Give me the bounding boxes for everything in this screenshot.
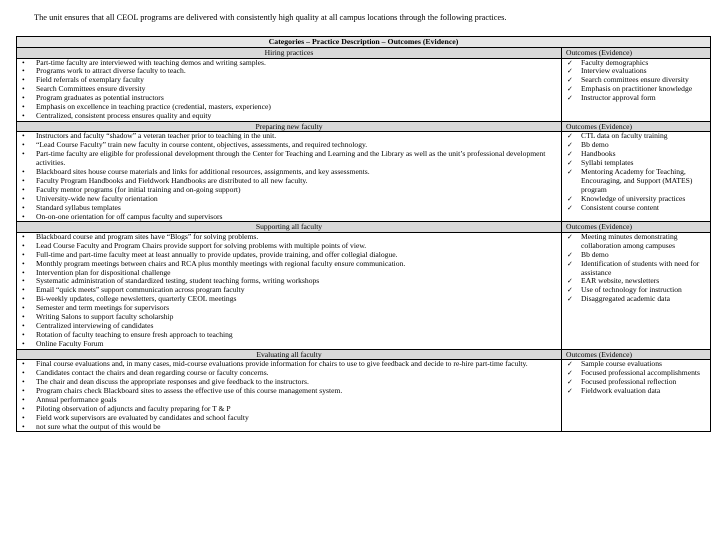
practices-table [16, 36, 711, 432]
outcome-item: ✓ Search committees ensure diversity [564, 76, 708, 85]
practice-item: • Centralized, consistent process ensures quality and equity [19, 112, 559, 121]
practice-item: • Centralized interviewing of candidates [19, 322, 559, 331]
practice-item: • Blackboard sites house course materials and links for additional resources, assignments, and key assessments. [19, 168, 559, 177]
practice-item: • Standard syllabus templates [19, 204, 559, 213]
practice-item: • Faculty Program Handbooks and Fieldwork Handbooks are distributed to all new faculty. [19, 177, 559, 186]
outcome-list [564, 132, 708, 212]
section-body-row [17, 58, 711, 121]
outcome-list [564, 233, 708, 304]
practice-item: • Program graduates as potential instructors [19, 94, 559, 103]
section-header-row [17, 121, 711, 132]
practice-item: • University-wide new faculty orientation [19, 195, 559, 204]
outcome-item: ✓ Mentoring Academy for Teaching, Encouraging, and Support (MATES) program [564, 168, 708, 195]
table-title: Categories – Practice Description – Outcomes (Evidence) [17, 37, 711, 48]
intro-statement: The unit ensures that all CEOL programs are delivered with consistently high quality at all campus locations through the following practices. [34, 13, 507, 22]
practice-item: • Candidates contact the chairs and dean regarding course or faculty concerns. [19, 369, 559, 378]
practice-item: • Semester and term meetings for supervisors [19, 304, 559, 313]
outcome-item: ✓ Disaggregated academic data [564, 295, 708, 304]
practice-item: • Lead Course Faculty and Program Chairs provide support for solving problems with multiple points of view. [19, 242, 559, 251]
outcome-item: ✓ Syllabi templates [564, 159, 708, 168]
practice-item: • Bi-weekly updates, college newsletters, quarterly CEOL meetings [19, 295, 559, 304]
practice-item: • Email “quick meets” support communication across program faculty [19, 286, 559, 295]
practice-item: • Rotation of faculty teaching to ensure fresh approach to teaching [19, 331, 559, 340]
outcomes-cell [562, 360, 711, 432]
outcome-item: ✓ Use of technology for instruction [564, 286, 708, 295]
practice-list [19, 360, 559, 431]
outcome-item: ✓ Meeting minutes demonstrating collaboration among campuses [564, 233, 708, 251]
practice-list [19, 59, 559, 121]
outcome-item: ✓ Interview evaluations [564, 67, 708, 76]
practice-list [19, 132, 559, 221]
section-body-row [17, 360, 711, 432]
outcome-item: ✓ Bb demo [564, 141, 708, 150]
outcome-item: ✓ Focused professional reflection [564, 378, 708, 387]
outcome-item: ✓ Bb demo [564, 251, 708, 260]
outcome-item: ✓ Emphasis on practitioner knowledge [564, 85, 708, 94]
section-body-row [17, 132, 711, 222]
outcome-item: ✓ Faculty demographics [564, 59, 708, 68]
practice-item: • Programs work to attract diverse faculty to teach. [19, 67, 559, 76]
practice-item: • Search Committees ensure diversity [19, 85, 559, 94]
practice-item: • Blackboard course and program sites have “Blogs” for solving problems. [19, 233, 559, 242]
practice-item: • Instructors and faculty “shadow” a veteran teacher prior to teaching in the unit. [19, 132, 559, 141]
practice-item: • Program chairs check Blackboard sites to assess the effective use of this course management system. [19, 387, 559, 396]
practice-item: • The chair and dean discuss the appropriate responses and give feedback to the instructors. [19, 378, 559, 387]
practice-item: • Faculty mentor programs (for initial training and on-going support) [19, 186, 559, 195]
practice-item: • Monthly program meetings between chairs and RCA plus monthly meetings with regional faculty ensure communication. [19, 260, 559, 269]
section-header-row [17, 349, 711, 360]
outcome-item: ✓ Focused professional accomplishments [564, 369, 708, 378]
practice-item: • Final course evaluations and, in many cases, mid-course evaluations provide information for chairs to use to give feedback and decide to re-hire part-time faculty. [19, 360, 559, 369]
outcome-list [564, 59, 708, 104]
practices-cell [17, 132, 562, 222]
outcome-item: ✓ CTL data on faculty training [564, 132, 708, 141]
outcome-list [564, 360, 708, 396]
practice-item: • Field referrals of exemplary faculty [19, 76, 559, 85]
outcome-item: ✓ Handbooks [564, 150, 708, 159]
practice-item: • Annual performance goals [19, 396, 559, 405]
practices-cell [17, 360, 562, 432]
outcomes-header: Outcomes (Evidence) [562, 349, 711, 360]
outcome-item: ✓ Sample course evaluations [564, 360, 708, 369]
practice-item: • not sure what the output of this would be [19, 423, 559, 432]
practice-item: • Part-time faculty are eligible for professional development through the Center for Teaching and Learning and the Library as well as the unit’s professional development activities. [19, 150, 559, 168]
outcomes-cell [562, 132, 711, 222]
practice-item: • Writing Salons to support faculty scholarship [19, 313, 559, 322]
practice-item: • Online Faculty Forum [19, 340, 559, 349]
practice-item: • Systematic administration of standardized testing, student teaching forms, writing workshops [19, 277, 559, 286]
section-header-row [17, 48, 711, 59]
section-body-row [17, 232, 711, 349]
outcomes-header: Outcomes (Evidence) [562, 222, 711, 233]
outcome-item: ✓ Identification of students with need for assistance [564, 260, 708, 278]
practice-item: • Part-time faculty are interviewed with teaching demos and writing samples. [19, 59, 559, 68]
outcome-item: ✓ Instructor approval form [564, 94, 708, 103]
outcomes-cell [562, 58, 711, 121]
section-heading: Evaluating all faculty [17, 349, 562, 360]
section-header-row [17, 222, 711, 233]
outcomes-header: Outcomes (Evidence) [562, 48, 711, 59]
practice-item: • Piloting observation of adjuncts and faculty preparing for T & P [19, 405, 559, 414]
practice-item: • Emphasis on excellence in teaching practice (credential, masters, experience) [19, 103, 559, 112]
practice-item: • On-on-one orientation for off campus faculty and supervisors [19, 213, 559, 222]
outcomes-header: Outcomes (Evidence) [562, 121, 711, 132]
practice-item: • Field work supervisors are evaluated by candidates and school faculty [19, 414, 559, 423]
outcomes-cell [562, 232, 711, 349]
practice-item: • Full-time and part-time faculty meet at least annually to provide updates, provide training, and offer collegial dialogue. [19, 251, 559, 260]
practice-list [19, 233, 559, 349]
practice-item: • “Lead Course Faculty” train new faculty in course content, objectives, assessments, and required technology. [19, 141, 559, 150]
practice-item: • Intervention plan for dispositional challenge [19, 269, 559, 278]
practices-cell [17, 232, 562, 349]
outcome-item: ✓ EAR website, newsletters [564, 277, 708, 286]
section-heading: Hiring practices [17, 48, 562, 59]
outcome-item: ✓ Knowledge of university practices [564, 195, 708, 204]
section-heading: Preparing new faculty [17, 121, 562, 132]
practices-cell [17, 58, 562, 121]
outcome-item: ✓ Fieldwork evaluation data [564, 387, 708, 396]
table-title-row [17, 37, 711, 48]
outcome-item: ✓ Consistent course content [564, 204, 708, 213]
section-heading: Supporting all faculty [17, 222, 562, 233]
